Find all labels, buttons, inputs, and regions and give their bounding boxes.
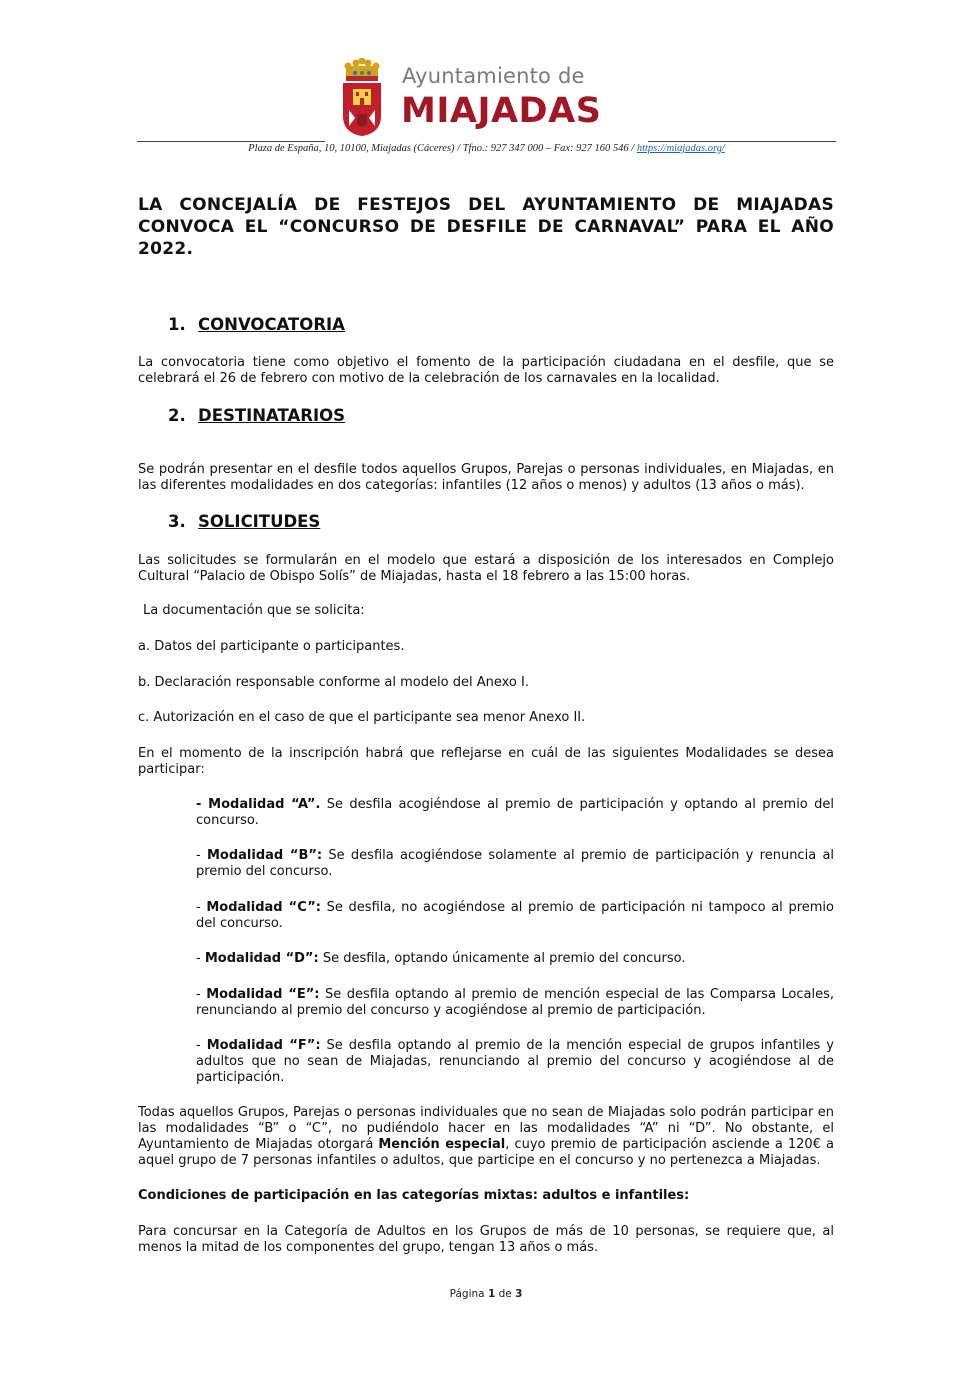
modalidad-label: Modalidad “E”:	[206, 987, 320, 1002]
website-link[interactable]: https://miajadas.org/	[636, 143, 725, 154]
paragraph-part: , cuyo premio de participación asciende a 120€ a aquel grupo de 7 personas infantiles o adultos, que participe en el concurso y no pertenezca a Miajadas.	[138, 1137, 835, 1168]
header-rule-left	[137, 141, 325, 142]
modalidad-text: Se desfila optando al premio de la mención especial de grupos infantiles y adultos que no sean de Miajadas, renunciando al premio del concurso y acogiéndose al de participación.	[196, 1038, 834, 1085]
section-number: 3.	[168, 512, 186, 531]
mencion-especial-label: Mención especial	[378, 1137, 506, 1152]
modalidad-text: Se desfila acogiéndose al premio de participación y optando al premio del concurso.	[196, 797, 834, 828]
condiciones-heading: Condiciones de participación en las categorías mixtas: adultos e infantiles:	[138, 1188, 690, 1203]
document-title: LA CONCEJALÍA DE FESTEJOS DEL AYUNTAMIENTO DE MIAJADAS CONVOCA EL “CONCURSO DE DESFILE DE CARNAVAL” PARA EL AÑO 2022.	[138, 195, 834, 259]
page-total: 3	[515, 1288, 523, 1300]
paragraph-inscripcion: En el momento de la inscripción habrá que reflejarse en cuál de las siguientes Modalidades se desea participar:	[138, 746, 834, 777]
paragraph-convocatoria: La convocatoria tiene como objetivo el fomento de la participación ciudadana en el desfile, que se celebrará el 26 de febrero con motivo de la celebración de los carnavales en la localidad.	[138, 355, 834, 386]
modalidad-e	[196, 987, 834, 1019]
paragraph-condiciones: Para concursar en la Categoría de Adultos en los Grupos de más de 10 personas, se requiere que, al menos la mitad de los componentes del grupo, tengan 13 años o más.	[138, 1224, 834, 1255]
page-number: 1	[487, 1288, 496, 1300]
modalidad-label: Modalidad “A”.	[208, 797, 321, 812]
modalidad-c	[196, 900, 834, 932]
paragraph-destinatarios: Se podrán presentar en el desfile todos aquellos Grupos, Parejas o personas individuales, en Miajadas, en las diferentes modalidades en dos categorías: infantiles (12 años o menos) y adultos (13 años o más).	[138, 462, 834, 493]
section-title: DESTINATARIOS	[198, 406, 346, 425]
modalidad-prefix: -	[196, 900, 207, 915]
section-title: SOLICITUDES	[198, 512, 321, 531]
modalidad-label: Modalidad “B”:	[206, 848, 323, 863]
paragraph-solicitudes: Las solicitudes se formularán en el modelo que estará a disposición de los interesados en Complejo Cultural “Palacio de Obispo Solís” de Miajadas, hasta el 18 febrero a las 15:00 horas.	[138, 553, 834, 584]
section-number: 1.	[168, 315, 186, 334]
section-heading-1	[168, 315, 345, 334]
modalidad-text: Se desfila acogiéndose solamente al premio de participación y renuncia al premio del concurso.	[196, 848, 835, 879]
page-footer	[0, 1288, 972, 1300]
modalidad-text: Se desfila, optando únicamente al premio del concurso.	[318, 951, 686, 966]
list-item-doc-c: c. Autorización en el caso de que el participante sea menor Anexo II.	[138, 710, 586, 725]
modalidad-label: Modalidad “C”:	[206, 900, 321, 915]
modalidad-prefix: -	[196, 1038, 207, 1053]
modalidad-label: Modalidad “F”:	[206, 1038, 321, 1053]
modalidad-a	[196, 797, 834, 829]
modalidad-f	[196, 1038, 834, 1086]
of-word: de	[498, 1288, 512, 1300]
header-rule-right	[648, 141, 836, 142]
list-item-doc-b: b. Declaración responsable conforme al modelo del Anexo I.	[138, 675, 529, 690]
modalidad-text: Se desfila optando al premio de mención especial de las Comparsa Locales, renunciando al premio del concurso y acogiéndose al premio de participación.	[196, 987, 835, 1018]
page-word: Página	[449, 1288, 485, 1300]
modalidad-b	[196, 848, 834, 880]
coat-of-arms-icon	[340, 58, 384, 136]
paragraph-no-miajadas	[138, 1105, 834, 1169]
address-text: Plaza de España, 10, 10100, Miajadas (Cáceres) / Tfno.: 927 347 000 – Fax: 927 160 546 /	[248, 143, 637, 154]
municipal-logo	[340, 58, 600, 138]
paragraph-documentacion: La documentación que se solicita:	[143, 603, 365, 618]
section-number: 2.	[168, 406, 186, 425]
list-item-doc-a: a. Datos del participante o participantes.	[138, 639, 405, 654]
header-address	[137, 143, 836, 154]
org-name-line1: Ayuntamiento de	[402, 64, 585, 88]
modalidad-prefix: -	[196, 987, 207, 1002]
section-heading-3	[168, 512, 320, 531]
modalidad-prefix: -	[196, 797, 209, 812]
paragraph-part: Todas aquellos Grupos, Parejas o personas individuales que no sean de Miajadas solo podrán participar en las modalidades “B” o “C”, no pudiéndolo hacer en las modalidades “A” ni “D”. No obstante, el Ayuntamiento de Miajadas otorgará	[138, 1105, 834, 1152]
section-heading-2	[168, 406, 345, 425]
org-name-line2: MIAJADAS	[401, 91, 602, 131]
modalidad-label: Modalidad “D”:	[204, 951, 319, 966]
modalidad-prefix: -	[196, 848, 207, 863]
modalidad-prefix: -	[196, 951, 205, 966]
section-title: CONVOCATORIA	[198, 315, 345, 334]
modalidad-text: Se desfila, no acogiéndose al premio de participación ni tampoco al premio del concurso.	[196, 900, 834, 931]
modalidad-d	[196, 951, 834, 967]
